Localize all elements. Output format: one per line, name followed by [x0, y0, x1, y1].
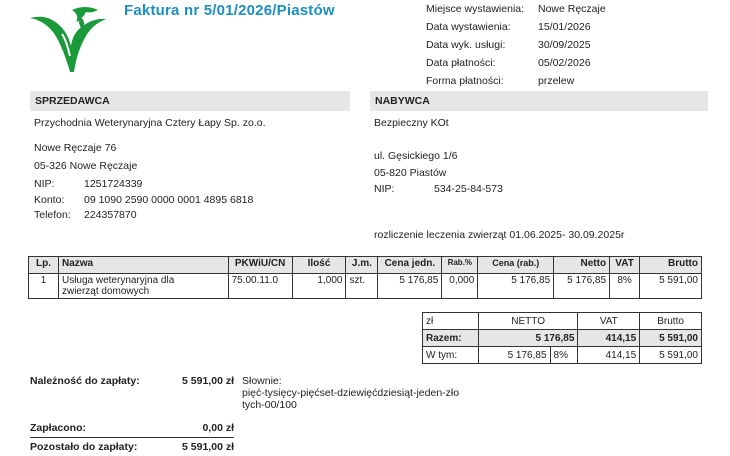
col-vat: VAT	[610, 257, 640, 274]
col-discount: Rab.%	[442, 257, 478, 274]
buyer-nip-label: NIP:	[374, 183, 395, 195]
invoice-title: Faktura nr 5/01/2026/Piastów	[124, 2, 335, 19]
items-table	[28, 256, 702, 299]
seller-phone-value: 224357870	[84, 209, 137, 221]
cell-name-line2: zwierząt domowych	[61, 286, 150, 297]
summary-of-which-rate: 8%	[550, 347, 578, 364]
buyer-street: ul. Gęsickiego 1/6	[374, 150, 458, 162]
meta-row	[426, 36, 606, 54]
buyer-city: 05-820 Piastów	[374, 167, 447, 179]
cell-pkwiu: 75.00.11.0	[228, 274, 292, 299]
summary-total-net: 5 176,85	[478, 330, 578, 347]
seller-street: Nowe Ręczaje 76	[34, 142, 117, 154]
divider	[30, 437, 234, 438]
meta-row	[426, 72, 606, 90]
buyer-note: rozliczenie leczenia zwierząt 01.06.2025- 30.09.2025r	[374, 229, 625, 241]
seller-header: SPRZEDAWCA	[30, 91, 350, 111]
seller-phone	[34, 209, 137, 221]
cell-price-disc: 5 176,85	[478, 274, 554, 299]
cell-unit-price: 5 176,85	[378, 274, 442, 299]
summary-h-gross: Brutto	[640, 313, 702, 330]
table-row	[29, 274, 702, 299]
summary-currency: zł	[423, 313, 479, 330]
col-name: Nazwa	[58, 257, 228, 274]
meta-label: Data wyk. usługi:	[426, 39, 506, 51]
meta-row	[426, 18, 606, 36]
meta-row	[426, 54, 606, 72]
col-net: Netto	[554, 257, 610, 274]
vat-summary-table	[422, 312, 702, 364]
amount-due-label: Należność do zapłaty:	[30, 375, 140, 387]
col-unit-price: Cena jedn.	[378, 257, 442, 274]
summary-total-vat: 414,15	[578, 330, 640, 347]
buyer-nip-value: 534-25-84-573	[434, 183, 503, 195]
seller-account	[34, 194, 253, 206]
remaining-value: 5 591,00 zł	[182, 441, 234, 453]
summary-header-row	[423, 313, 702, 330]
meta-value: 30/09/2025	[538, 39, 591, 51]
summary-total-label: Razem:	[423, 330, 479, 347]
col-unit: J.m.	[346, 257, 378, 274]
words-label: Słownie:	[242, 375, 282, 387]
clinic-logo	[28, 4, 110, 74]
paid-label: Zapłacono:	[30, 422, 87, 434]
seller-city: 05-326 Nowe Ręczaje	[34, 160, 138, 172]
cell-name	[58, 274, 228, 299]
seller-account-value: 09 1090 2590 0000 0001 4895 6818	[84, 194, 254, 206]
col-gross: Brutto	[640, 257, 702, 274]
col-pkwiu: PKWiU/CN	[228, 257, 292, 274]
amount-due-value: 5 591,00 zł	[182, 375, 234, 387]
remaining-label: Pozostało do zapłaty:	[30, 441, 138, 453]
meta-value: 05/02/2026	[538, 57, 591, 69]
paid-value: 0,00 zł	[202, 422, 234, 434]
cell-unit: szt.	[346, 274, 378, 299]
col-price-disc: Cena (rab.)	[478, 257, 554, 274]
summary-of-which-vat: 414,15	[578, 347, 640, 364]
meta-label: Data płatności:	[426, 57, 496, 69]
cell-discount: 0,000	[442, 274, 478, 299]
buyer-nip	[374, 183, 503, 195]
cell-lp: 1	[29, 274, 59, 299]
seller-nip	[34, 178, 142, 190]
cell-name-line1: Usługa weterynaryjna dla	[61, 275, 175, 286]
col-qty: Ilość	[292, 257, 346, 274]
seller-nip-value: 1251724339	[84, 178, 143, 190]
summary-of-which-row	[423, 347, 702, 364]
items-header-row	[29, 257, 702, 274]
buyer-header: NABYWCA	[370, 91, 708, 111]
cell-qty: 1,000	[292, 274, 346, 299]
seller-name: Przychodnia Weterynaryjna Cztery Łapy Sp. zo.o.	[34, 117, 266, 129]
summary-h-vat: VAT	[578, 313, 640, 330]
buyer-name: Bezpieczny KOt	[374, 117, 449, 129]
summary-total-row	[423, 330, 702, 347]
seller-nip-label: NIP:	[34, 178, 55, 190]
meta-label: Forma płatności:	[426, 75, 504, 87]
meta-value: Nowe Ręczaje	[538, 3, 606, 15]
meta-row	[426, 0, 606, 18]
summary-h-net: NETTO	[478, 313, 578, 330]
meta-label: Data wystawienia:	[426, 21, 511, 33]
summary-total-gross: 5 591,00	[640, 330, 702, 347]
cell-gross: 5 591,00	[640, 274, 702, 299]
summary-of-which-label: W tym:	[423, 347, 479, 364]
cell-net: 5 176,85	[554, 274, 610, 299]
summary-of-which-gross: 5 591,00	[640, 347, 702, 364]
invoice-meta	[426, 0, 606, 90]
meta-label: Miejsce wystawienia:	[426, 3, 525, 15]
seller-phone-label: Telefon:	[34, 209, 71, 221]
meta-value: 15/01/2026	[538, 21, 591, 33]
meta-value: przelew	[538, 75, 575, 87]
amount-in-words	[242, 375, 482, 411]
words-line1: pięć-tysięcy-pięćset-dziewięćdziesiąt-jeden-zło	[242, 387, 460, 399]
seller-account-label: Konto:	[34, 194, 65, 206]
cell-vat: 8%	[610, 274, 640, 299]
words-line2: tych-00/100	[242, 399, 297, 411]
summary-of-which-net: 5 176,85	[478, 347, 550, 364]
col-lp: Lp.	[29, 257, 59, 274]
